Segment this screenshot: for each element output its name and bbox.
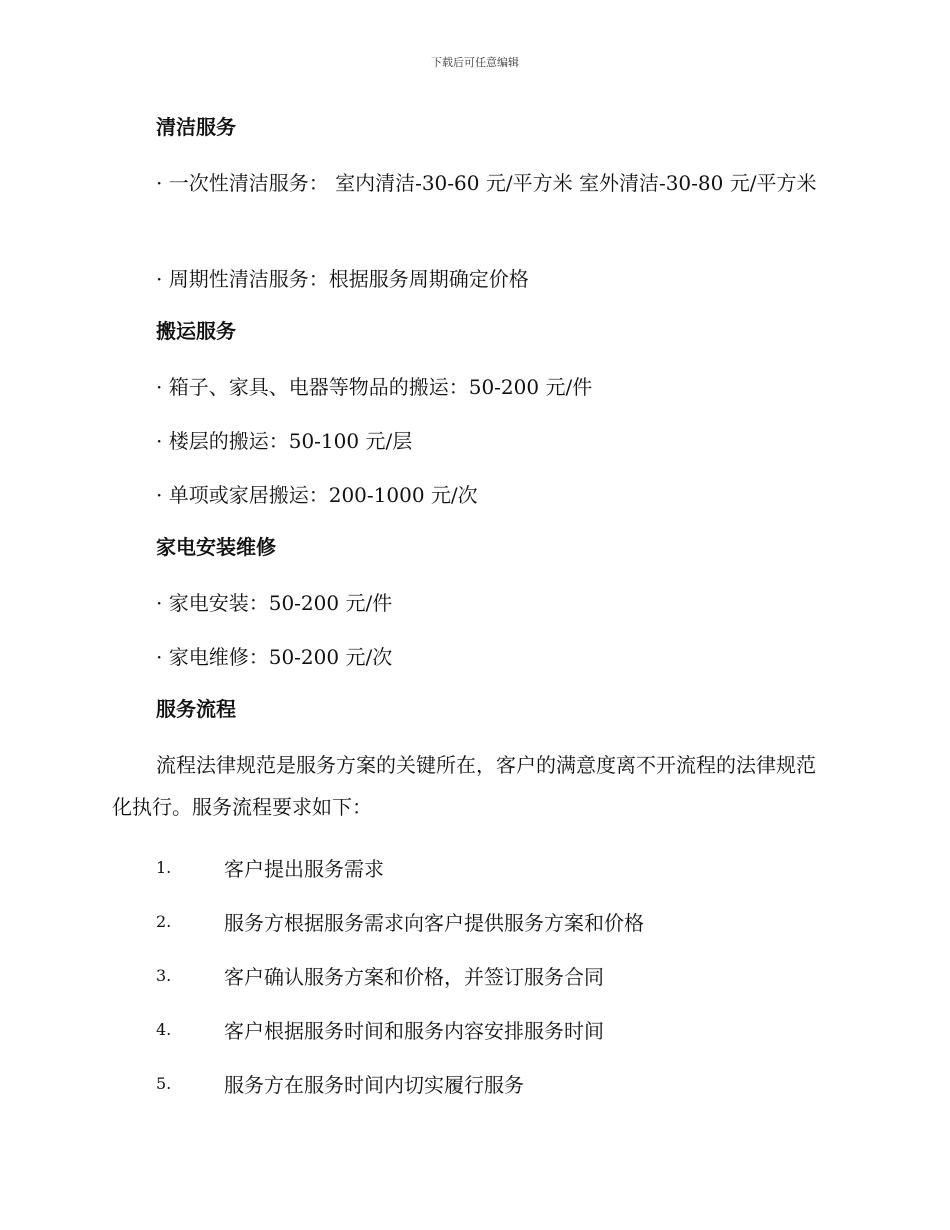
list-item: · 箱子、家具、电器等物品的搬运：50-200 元/件 [156, 375, 593, 399]
process-step [112, 1056, 832, 1110]
section-heading-process: 服务流程 [156, 697, 236, 721]
section-heading-cleaning: 清洁服务 [156, 115, 236, 139]
step-number: 4. [156, 1019, 172, 1039]
step-text: 服务方根据服务需求向客户提供服务方案和价格 [224, 910, 644, 935]
step-text: 客户提出服务需求 [224, 856, 384, 881]
process-step [112, 1002, 832, 1056]
list-item: · 楼层的搬运：50-100 元/层 [156, 429, 413, 453]
step-number: 5. [156, 1073, 172, 1093]
step-text: 服务方在服务时间内切实履行服务 [224, 1072, 524, 1097]
list-item: · 一次性清洁服务： 室内清洁-30-60 元/平方米 室外清洁-30-80 元/平方米 [156, 171, 817, 195]
step-text: 客户根据服务时间和服务内容安排服务时间 [224, 1018, 604, 1043]
step-number: 3. [156, 965, 172, 985]
step-number: 2. [156, 911, 172, 931]
page-header: 下载后可任意编辑 [431, 56, 519, 69]
document-body [112, 108, 832, 1110]
list-item: · 家电安装：50-200 元/件 [156, 591, 393, 615]
process-intro-paragraph: 流程法律规范是服务方案的关键所在，客户的满意度离不开流程的法律规范化执行。服务流程要求如下： [112, 753, 816, 819]
list-item: · 单项或家居搬运：200-1000 元/次 [156, 483, 478, 507]
step-text: 客户确认服务方案和价格，并签订服务合同 [224, 964, 604, 989]
process-step [112, 894, 832, 948]
section-heading-appliance: 家电安装维修 [156, 535, 276, 559]
section-heading-moving: 搬运服务 [156, 319, 236, 343]
process-step [112, 840, 832, 894]
list-item: · 家电维修：50-200 元/次 [156, 645, 393, 669]
step-number: 1. [156, 857, 172, 877]
list-item: · 周期性清洁服务：根据服务周期确定价格 [156, 267, 529, 291]
process-step [112, 948, 832, 1002]
